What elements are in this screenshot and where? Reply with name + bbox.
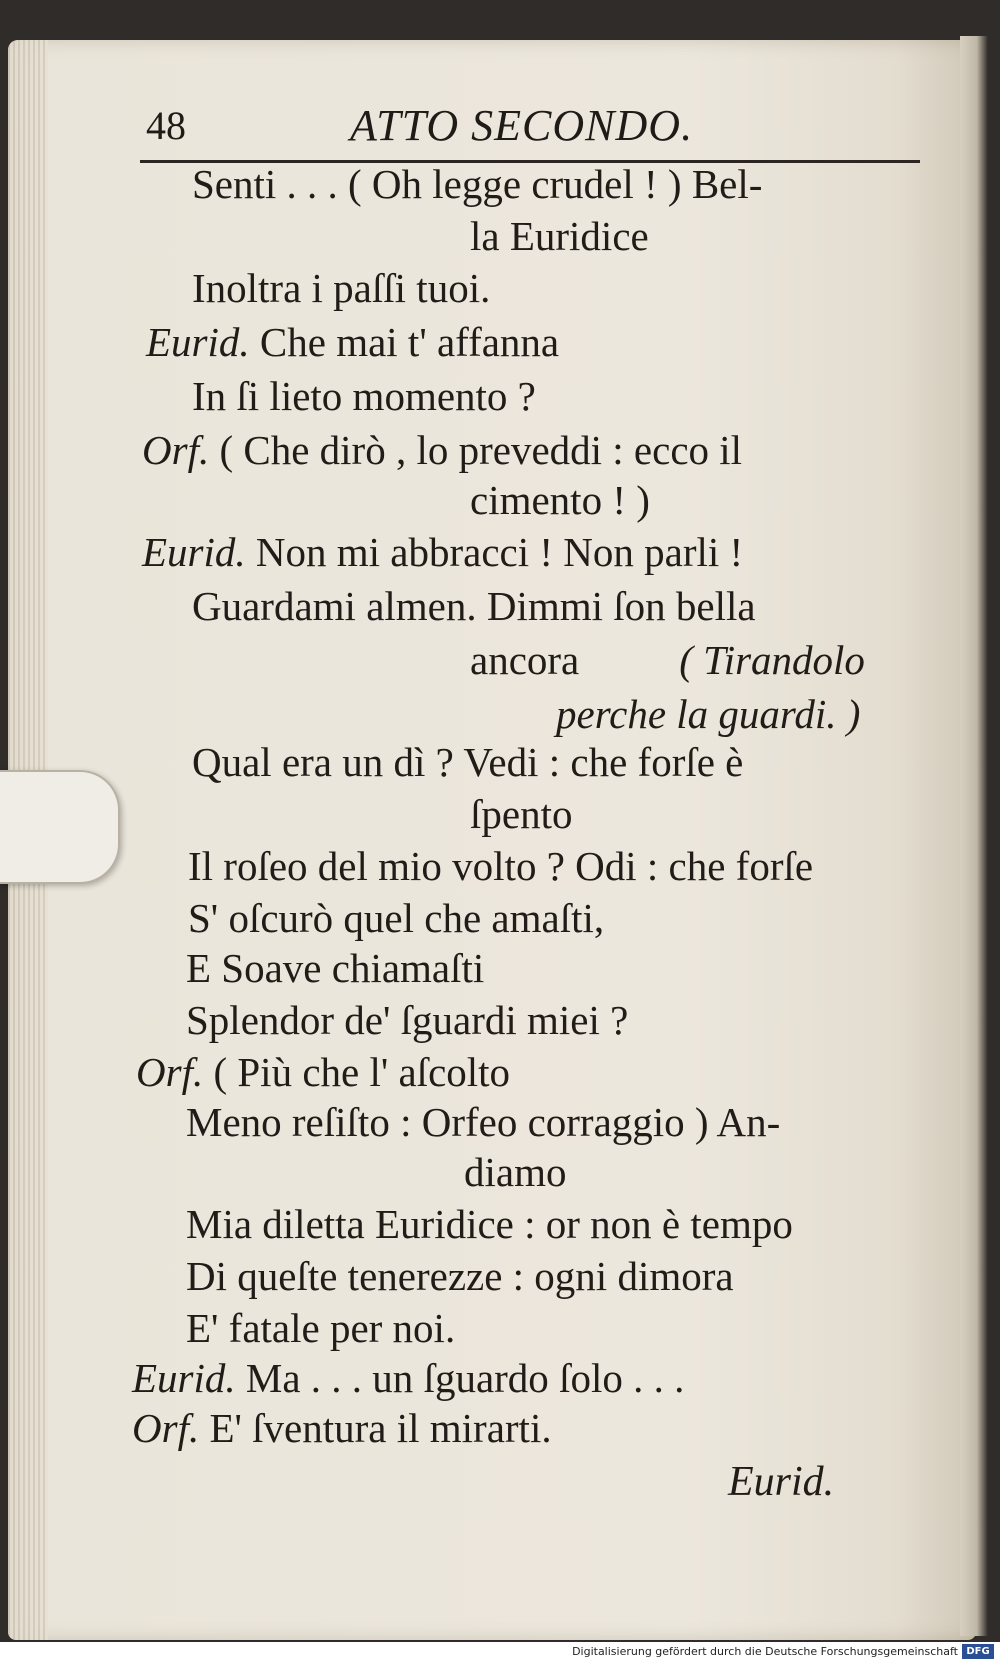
book-spine-edge	[960, 36, 988, 1636]
running-title: ATTO SECONDO.	[350, 101, 694, 150]
text-line	[188, 894, 604, 942]
verse: Di queſte tenerezze : ogni dimora	[186, 1253, 734, 1299]
verse: ( Più che l' aſcolto	[203, 1049, 511, 1095]
verse: ſpento	[470, 791, 573, 837]
text-line	[192, 160, 762, 208]
verse: Qual era un dì ? Vedi : che forſe è	[192, 739, 744, 785]
verse: diamo	[464, 1149, 567, 1195]
text-line	[186, 1304, 455, 1352]
verse: E' fatale per noi.	[186, 1305, 456, 1351]
verse: Ma . . . un ſguardo ſolo . . .	[235, 1355, 685, 1401]
text-line	[186, 944, 484, 992]
verse: cimento ! )	[470, 477, 650, 523]
text-line	[132, 1404, 552, 1452]
text-line	[470, 476, 650, 524]
text-line	[142, 528, 743, 576]
bookmark-tab	[0, 770, 120, 884]
text-line	[136, 1048, 510, 1096]
verse: la Euridice	[470, 213, 649, 259]
text-line	[186, 996, 628, 1044]
speaker: Orf.	[136, 1049, 204, 1095]
verse: Senti . . . ( Oh legge crudel ! ) Bel-	[192, 161, 763, 207]
verse: Che mai t' affanna	[249, 319, 560, 365]
speaker: Orf.	[132, 1405, 200, 1451]
verse: Guardami almen. Dimmi ſon bella	[192, 583, 756, 629]
page-number: 48	[146, 103, 186, 148]
text-line	[192, 738, 743, 786]
text-line	[464, 1148, 566, 1196]
speaker: Orf.	[142, 427, 210, 473]
text-line	[186, 1200, 793, 1248]
verse: In ſi lieto momento ?	[192, 373, 536, 419]
text-line	[192, 582, 756, 630]
verse: E' ſventura il mirarti.	[199, 1405, 552, 1451]
text-line	[470, 636, 865, 684]
text-line	[556, 690, 860, 738]
verse: Splendor de' ſguardi miei ?	[186, 997, 629, 1043]
dfg-logo: DFG	[962, 1644, 994, 1659]
text-line	[142, 426, 742, 474]
stage-direction: ( Tirandolo	[679, 637, 865, 683]
text-line	[186, 1098, 780, 1146]
text-line	[146, 318, 559, 366]
verse: E Soave chiamaſti	[186, 945, 485, 991]
page-header	[140, 100, 920, 163]
text-line	[192, 372, 536, 420]
footer-credit: Digitalisierung gefördert durch die Deutsche Forschungsgemeinschaft	[572, 1645, 958, 1658]
text-line	[192, 264, 490, 312]
speaker: Eurid.	[132, 1355, 236, 1401]
verse: Mia diletta Euridice : or non è tempo	[186, 1201, 793, 1247]
verse: Meno reſiſto : Orfeo corraggio ) An-	[186, 1099, 781, 1145]
text-line	[132, 1354, 684, 1402]
text-line	[186, 1252, 734, 1300]
verse: ( Che dirò , lo preveddi : ecco il	[209, 427, 743, 473]
stage-direction: perche la guardi. )	[556, 691, 861, 737]
speaker: Eurid.	[142, 529, 246, 575]
speaker: Eurid.	[146, 319, 250, 365]
text-line	[188, 842, 813, 890]
text-line	[470, 790, 572, 838]
catchword: Eurid.	[728, 1459, 835, 1505]
verse: Inoltra i paſſi tuoi.	[192, 265, 491, 311]
verse: ancora	[470, 637, 580, 683]
text-line	[470, 212, 649, 260]
verse: Non mi abbracci ! Non parli !	[245, 529, 744, 575]
verse: S' oſcurò quel che amaſti,	[188, 895, 605, 941]
verse: Il roſeo del mio volto ? Odi : che forſe	[188, 843, 814, 889]
